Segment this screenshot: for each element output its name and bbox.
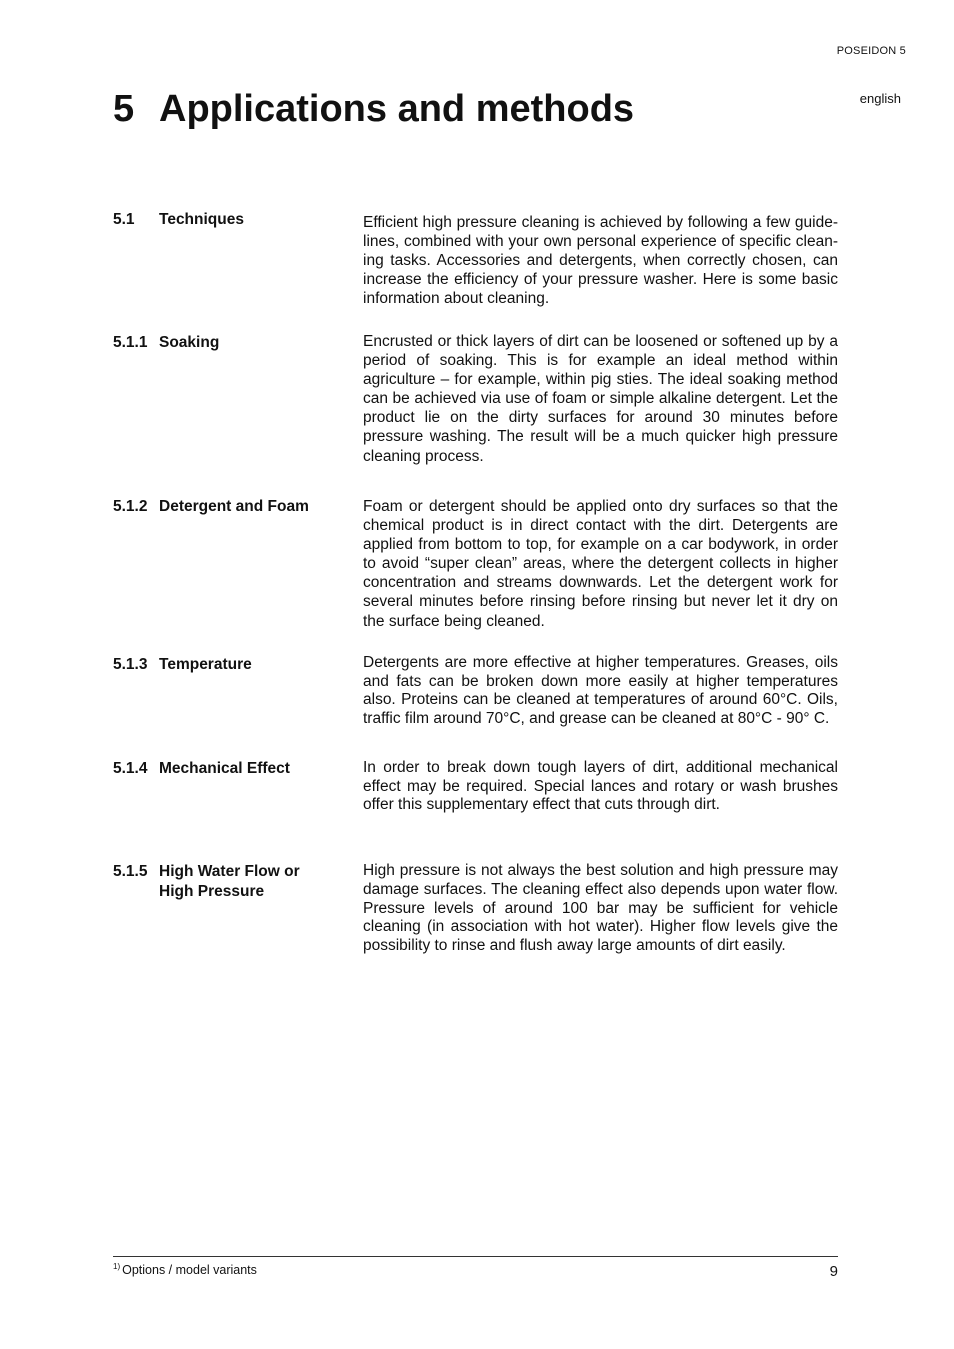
section-number: 5.1.5 xyxy=(113,863,148,880)
section-title: Mechanical Effect xyxy=(159,760,290,777)
section-number: 5.1 xyxy=(113,211,135,228)
section-title: High Water Flow or High Pressure xyxy=(159,863,300,900)
section-body: Efficient high pressure cleaning is achieved by following a few guide-lines, combined with your own personal experience of specific clean-ing tasks. Accessories and detergents, when correctly chosen, can increase the efficiency of your pressure washer. Here is some basic information about cleaning. xyxy=(363,214,838,308)
section-body: Detergents are more effective at higher temperatures. Greases, oils and fats can be broken down more easily at higher temperatures also. Proteins can be cleaned at temperatures of around 60°C. Oils, traffic film around 70°C, and grease can be cleaned at 80°C - 90° C. xyxy=(363,654,838,727)
section-title: Soaking xyxy=(159,334,220,351)
footnote-text: Options / model variants xyxy=(122,1263,257,1277)
chapter-number: 5 xyxy=(113,88,135,130)
section-number: 5.1.1 xyxy=(113,334,148,351)
chapter-title xyxy=(113,86,634,132)
section-number: 5.1.3 xyxy=(113,656,148,673)
footer-rule xyxy=(113,1256,838,1257)
section-title: Temperature xyxy=(159,656,252,673)
footnote-mark: 1) xyxy=(113,1262,121,1271)
section-detergent-and-foam xyxy=(113,497,838,637)
section-body: High pressure is not always the best solution and high pressure may damage surfaces. The cleaning effect also depends upon water flow. Pressure levels of around 100 bar may be sufficient for vehicle cleaning (in association with hot water). Higher flow levels give the possibility to rinse and flush away large amounts of dirt easily. xyxy=(363,862,838,955)
section-body: In order to break down tough layers of dirt, additional mechanical effect may be required. Special lances and rotary or wash brushes offer this supplementary effect that cuts through dirt. xyxy=(363,759,838,814)
product-name: POSEIDON 5 xyxy=(836,45,906,57)
section-heading xyxy=(113,759,343,779)
section-title: Detergent and Foam xyxy=(159,498,309,515)
section-techniques xyxy=(113,210,838,310)
page-number: 9 xyxy=(829,1263,838,1280)
section-heading xyxy=(113,210,343,230)
section-heading xyxy=(113,333,343,353)
section-temperature xyxy=(113,655,838,735)
section-number: 5.1.2 xyxy=(113,498,148,515)
section-body: Encrusted or thick layers of dirt can be loosened or softened up by a period of soaking. This is for example an ideal method within agriculture – for example, within pig sties. The ideal soaking method can be achieved via use of foam or simple alkaline detergent. Let the product lie on the dirty surfaces for around 30 minutes before pressure washing. The result will be a much quicker high pressure cleaning process. xyxy=(363,333,838,465)
section-title: Techniques xyxy=(159,211,244,228)
language-label: english xyxy=(859,91,901,106)
section-heading xyxy=(113,655,343,675)
section-number: 5.1.4 xyxy=(113,760,148,777)
section-body: Foam or detergent should be applied onto dry surfaces so that the chemical product is in direct contact with the dirt. Detergents are applied from bottom to top, for example on a car bodywork, in order to avoid “super clean” areas, where the detergent collects in higher concentration and streams downwards. Let the detergent work for several minutes before rinsing before rinsing but never let it dry on the surface being cleaned. xyxy=(363,498,838,630)
section-heading xyxy=(113,497,343,517)
section-high-water-flow xyxy=(113,862,838,962)
section-heading xyxy=(113,862,343,902)
chapter-title-text: Applications and methods xyxy=(159,88,635,130)
footnote xyxy=(113,1263,257,1277)
section-soaking xyxy=(113,333,838,473)
section-mechanical-effect xyxy=(113,759,838,819)
